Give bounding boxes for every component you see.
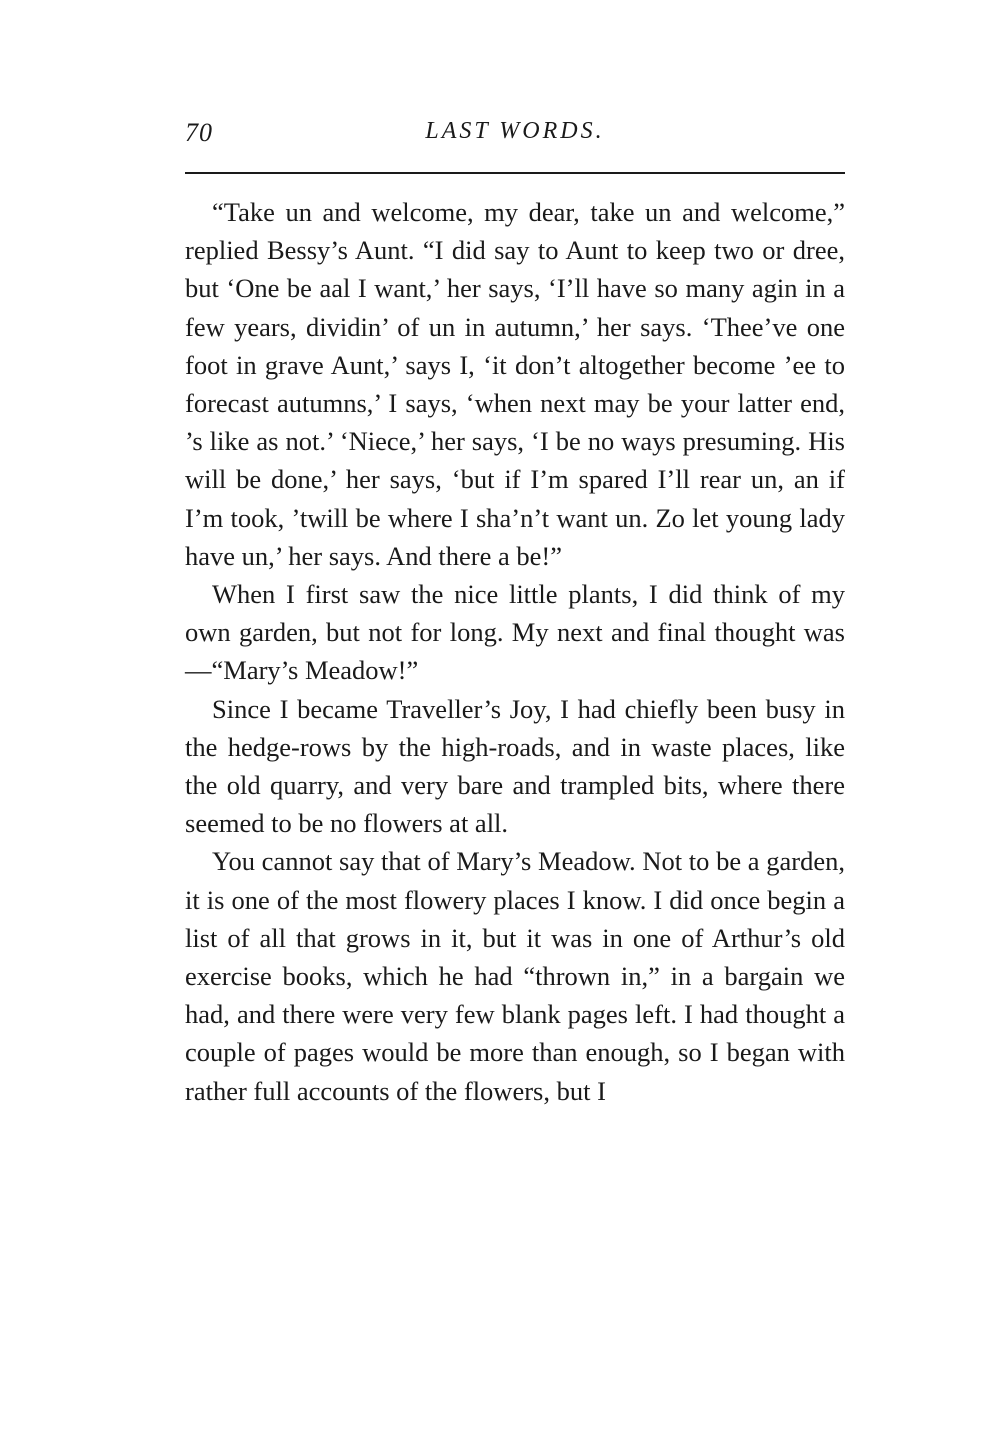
page-number: 70: [185, 118, 213, 147]
header-rule: [185, 172, 845, 174]
paragraph-first-saw-plants: When I first saw the nice little plants, I did think of my own garden, but not for long. My next and final thought was—“Mary’s Meadow!”: [185, 579, 845, 686]
body-text: [185, 193, 845, 1110]
paragraph-aunt-dialogue: “Take un and welcome, my dear, take un and welcome,” replied Bessy’s Aunt. “I did say to Aunt to keep two or dree, but ‘One be aal I want,’ her says, ‘I’ll have so many agin in a few years, dividin’ of un in autumn,’ her says. ‘Thee’ve one foot in grave Aunt,’ says I, ‘it don’t altogether become ’ee to forecast autumns,’ I says, ‘when next may be your latter end, ’s like as not.’ ‘Niece,’ her says, ‘I be no ways presuming. His will be done,’ her says, ‘but if I’m spared I’ll rear un, an if I’m took, ’twill be where I sha’n’t want un. Zo let young lady have un,’ her says. And there a be!”: [185, 197, 845, 571]
paragraph-travellers-joy: Since I became Traveller’s Joy, I had chiefly been busy in the hedge-rows by the high-roads, and in waste places, like the old quarry, and very bare and trampled bits, where there seemed to be no flowers at all.: [185, 693, 845, 839]
paragraph-marys-meadow: You cannot say that of Mary’s Meadow. Not to be a garden, it is one of the most flowery places I know. I did once begin a list of all that grows in it, but it was in one of Arthur’s old exercise books, which he had “thrown in,” in a bargain we had, and there were very few blank pages left. I had thought a couple of pages would be more than enough, so I began with rather full accounts of the flowers, but I: [185, 846, 845, 1106]
running-title: LAST WORDS.: [425, 118, 605, 144]
running-head: [185, 118, 845, 158]
